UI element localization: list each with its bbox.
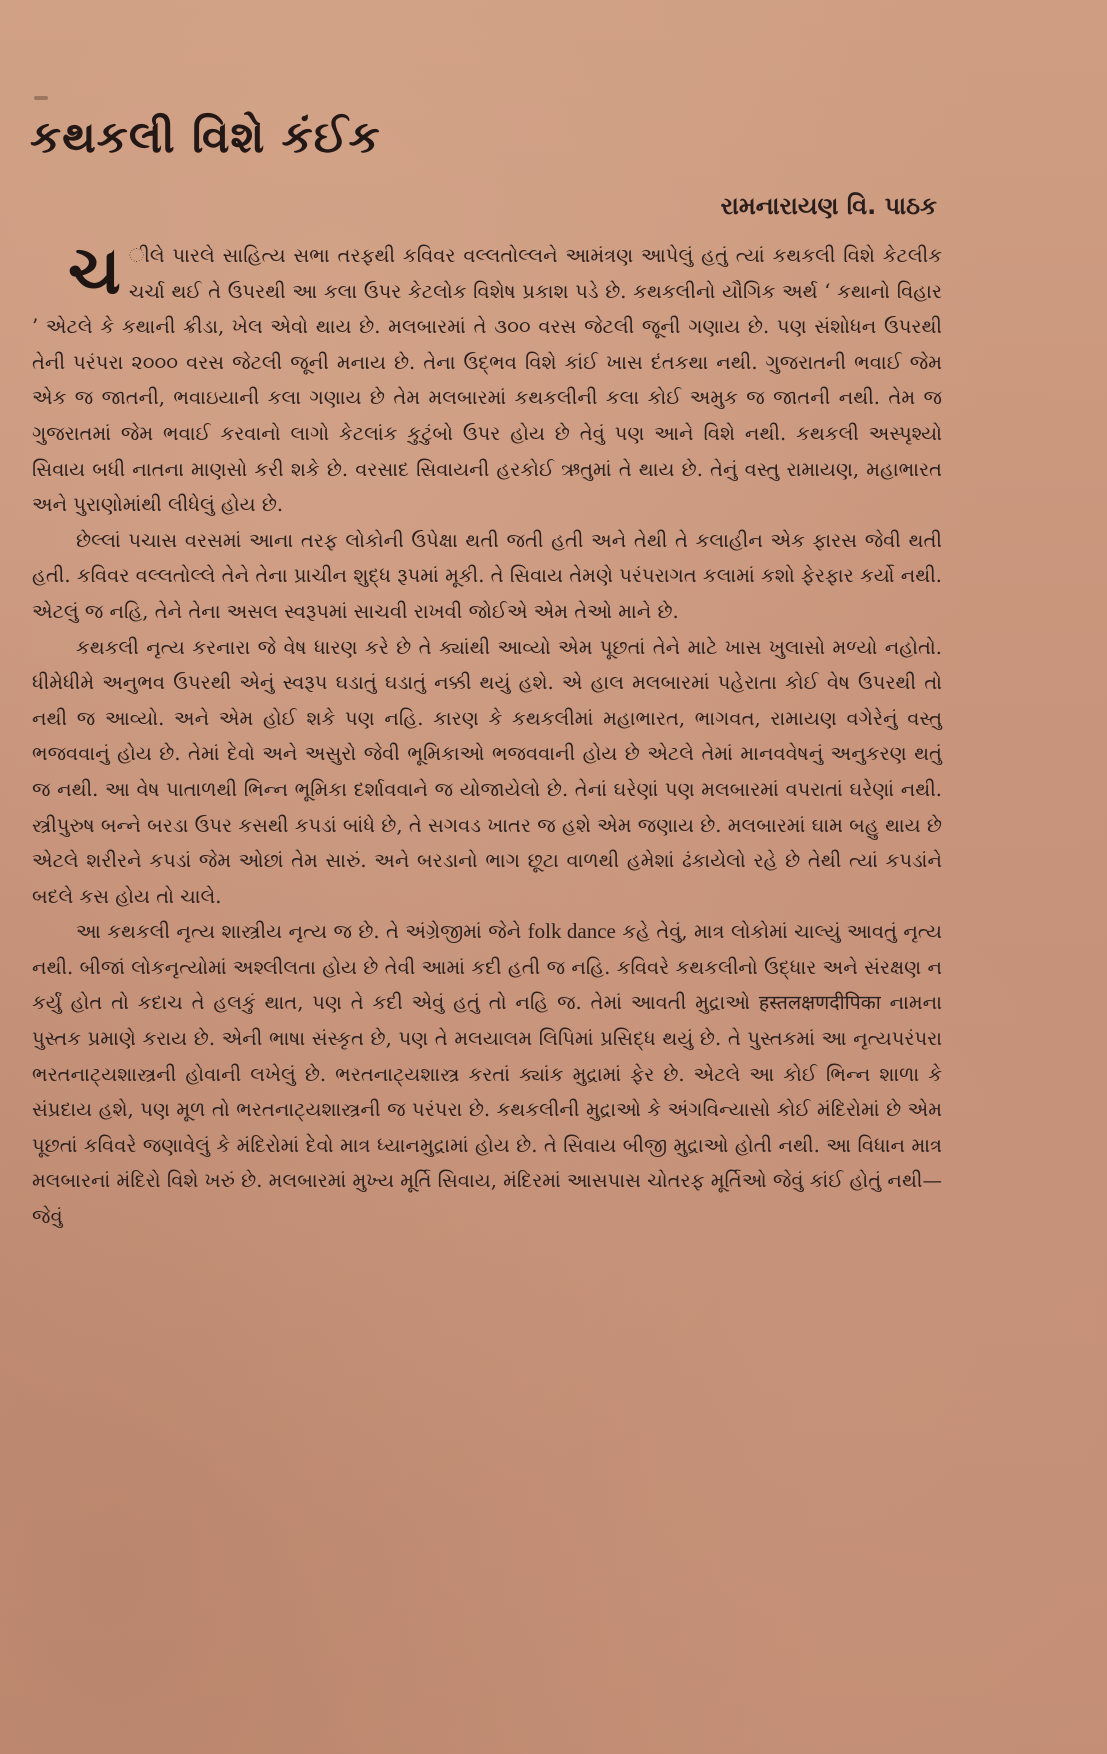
article-body xyxy=(32,232,942,1235)
folk-dance-term: folk dance xyxy=(527,919,616,944)
paragraph-1-text: ીલે પારલે સાહિત્ય સભા તરફથી કવિવર વલ્લતોલ્લને આમંત્રણ આપેલું હતું ત્યાં કથકલી વિશે કેટલીક ચર્ચા થઈ તે ઉપરથી આ કલા ઉપર કેટલોક વિશેષ પ્રકાશ પડે છે. કથકલીનો યૌગિક અર્થ ‘ કથાનો વિહાર ’ એટલે કે કથાની ક્રીડા, ખેલ એવો થાય છે. મલબારમાં તે ૩૦૦ વરસ જેટલી જૂની ગણાય છે. પણ સંશોધન ઉપરથી તેની પરંપરા ૨૦૦૦ વરસ જેટલી જૂની મનાય છે. તેના ઉદ્ભવ વિશે કાંઈ ખાસ દંતકથા નથી. ગુજરાતની ભવાઈ જેમ એક જ જાતની, ભવાઇયાની કલા ગણાય છે તેમ મલબારમાં કથકલીની કલા કોઈ અમુક જ જાતની નથી. તેમ જ ગુજરાતમાં જેમ ભવાઈ કરવાનો લાગો કેટલાંક કુટુંબો ઉપર હોય છે તેવું પણ આને વિશે નથી. કથકલી અસ્પૃશ્યો સિવાય બધી નાતના માણસો કરી શકે છે. વરસાદ સિવાયની હરકોઈ ઋતુમાં તે થાય છે. તેનું વસ્તુ રામાયણ, મહાભારત અને પુરાણોમાંથી લીધેલું હોય છે. xyxy=(32,244,942,517)
paragraph-4 xyxy=(32,914,942,1234)
paragraph-2: છેલ્લાં પચાસ વરસમાં આના તરફ લોકોની ઉપેક્ષા થતી જતી હતી અને તેથી તે કલાહીન એક ફારસ જેવી થતી હતી. કવિવર વલ્લતોલ્લે તેને તેના પ્રાચીન શુદ્ધ રૂપમાં મૂકી. તે સિવાય તેમણે પરંપરાગત કલામાં કશો ફેરફાર કર્યો નથી. એટલું જ નહિ, તેને તેના અસલ સ્વરૂપમાં સાચવી રાખવી જોઈએ એમ તેઓ માને છે. xyxy=(32,528,942,623)
article-title: કથકલી વિશે કંઈક xyxy=(30,112,381,163)
article-author: રામનારાયણ વિ. પાઠક xyxy=(720,192,937,220)
paragraph-3: કથકલી નૃત્ય કરનારા જે વેષ ધારણ કરે છે તે ક્યાંથી આવ્યો એમ પૂછતાં તેને માટે ખાસ ખુલાસો મળ્યો નહોતો. ધીમેધીમે અનુભવ ઉપરથી એનું સ્વરૂપ ઘડાતું ઘડાતું નક્કી થયું હશે. એ હાલ મલબારમાં પહેરાતા કોઈ વેષ ઉપરથી તો નથી જ આવ્યો. અને એમ હોઈ શકે પણ નહિ. કારણ કે કથકલીમાં મહાભારત, ભાગવત, રામાયણ વગેરેનું વસ્તુ ભજવવાનું હોય છે. તેમાં દેવો અને અસુરો જેવી ભૂમિકાઓ ભજવવાની હોય છે એટલે તેમાં માનવવેષનું અનુકરણ થતું જ નથી. આ વેષ પાતાળથી ભિન્ન ભૂમિકા દર્શાવવાને જ યોજાયેલો છે. તેનાં ઘરેણાં પણ મલબારમાં વપરાતાં ઘરેણાં નથી. સ્ત્રીપુરુષ બન્ને બરડા ઉપર કસથી કપડાં બાંધે છે, તે સગવડ ખાતર જ હશે એમ જણાય છે. મલબારમાં ઘામ બહુ થાય છે એટલે શરીરને કપડાં જેમ ઓછાં તેમ સારું. અને બરડાનો ભાગ છૂટા વાળથી હમેશાં ઢંકાયેલો રહે છે તેથી ત્યાં કપડાંને બદલે કસ હોય તો ચાલે. xyxy=(32,635,942,908)
paragraph-4-text-b: કહે તેવું, માત્ર લોકોમાં ચાલ્યું આવતું નૃત્ય નથી. બીજાં લોકનૃત્યોમાં અશ્લીલતા હોય છે તેવી આમાં કદી હતી જ નહિ. કવિવરે કથકલીનો ઉદ્ધાર અને સંરક્ષણ ન કર્યું હોત તો કદાચ તે હલકું થાત, પણ તે કદી એવું હતું તો નહિ જ. તેમાં આવતી મુદ્રાઓ हस्तलक्षणदीपिका નામના પુસ્તક પ્રમાણે કરાય છે. એની ભાષા સંસ્કૃત છે, પણ તે મલયાલમ લિપિમાં પ્રસિદ્ધ થયું છે. તે પુસ્તકમાં આ નૃત્યપરંપરા ભરતનાટ્યશાસ્ત્રની હોવાની લખેલું છે. ભરતનાટ્યશાસ્ત્ર કરતાં ક્યાંક મુદ્રામાં ફેર છે. એટલે આ કોઈ ભિન્ન શાળા કે સંપ્રદાય હશે, પણ મૂળ તો ભરતનાટ્યશાસ્ત્રની જ પરંપરા છે. કથકલીની મુદ્રાઓ કે અંગવિન્યાસો કોઈ મંદિરોમાં છે એમ પૂછતાં કવિવરે જણાવેલું કે મંદિરોમાં દેવો માત્ર ધ્યાનમુદ્રામાં હોય છે. તે સિવાય બીજી મુદ્રાઓ હોતી નથી. આ વિધાન માત્ર મલબારનાં મંદિરો વિશે ખરું છે. મલબારમાં મુખ્ય મૂર્તિ સિવાય, મંદિરમાં આસપાસ ચોતરફ મૂર્તિઓ જેવું કાંઈ હોતું નથી—જેવું xyxy=(32,920,942,1229)
drop-cap: ચ xyxy=(68,232,121,309)
paragraph-4-text-a: આ કથકલી નૃત્ય શાસ્ત્રીય નૃત્ય જ છે. તે અંગ્રેજીમાં જેને xyxy=(76,920,522,944)
ink-smudge xyxy=(34,96,48,100)
paragraph-1 xyxy=(32,232,942,523)
